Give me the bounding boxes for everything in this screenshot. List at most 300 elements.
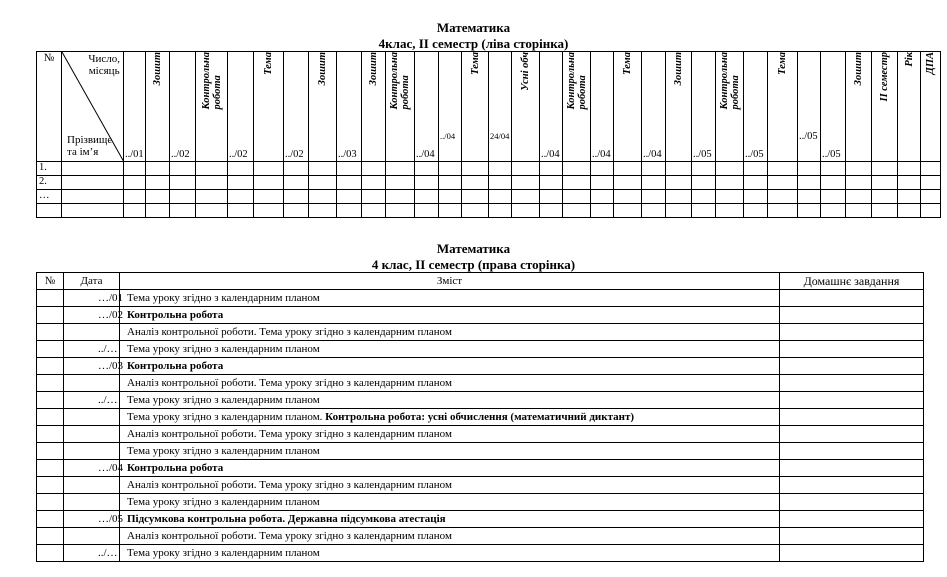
left-col-date-2 [170,52,196,162]
left-table-row [37,204,941,218]
left-cell [254,176,284,190]
left-cell [337,162,362,176]
right-table-row [37,307,924,324]
left-cell [921,190,941,204]
left-cell [563,176,591,190]
left-col-date-14 [489,52,512,162]
left-cell [196,162,228,176]
left-cell [744,204,768,218]
left-cell [146,190,170,204]
left-col-date-label: ../01 [125,149,144,160]
left-cell [512,176,540,190]
right-table-row [37,324,924,341]
row-date [64,409,120,426]
left-cell [284,204,309,218]
row-content [120,528,780,545]
right-table-row [37,392,924,409]
left-cell [196,204,228,218]
row-num [37,494,64,511]
row-date: …/02 [64,307,120,324]
left-row-number: 1. [37,162,62,176]
left-col-label: Контрольна робота [718,52,741,110]
left-cell [563,190,591,204]
left-cell [692,204,716,218]
left-col-header-17 [563,52,591,162]
left-col-date-label: ../05 [745,149,764,160]
left-num-header: № [37,52,62,162]
row-content [120,443,780,460]
left-col-label: Рік [903,52,915,67]
left-title-line2: 4клас, ІІ семестр (ліва сторінка) [378,36,569,51]
left-cell [666,162,692,176]
row-content [120,426,780,443]
left-cell [768,176,798,190]
left-diagonal-header [62,52,124,162]
left-cell [798,190,821,204]
left-cell [642,176,666,190]
left-cell [254,190,284,204]
left-col-date-0 [124,52,146,162]
row-num [37,324,64,341]
left-col-date-label: 24/04 [490,131,510,141]
left-col-date-6 [284,52,309,162]
date-header-label: Число, місяць [88,53,120,77]
left-cell [170,204,196,218]
row-num [37,426,64,443]
row-date: …/03 [64,358,120,375]
content-plain: Тема уроку згідно з календарним планом [127,292,320,304]
left-col-date-label: ../04 [440,131,456,141]
left-col-label: Зошит [853,52,864,86]
left-col-label: Зошит [152,52,163,86]
left-cell [591,204,614,218]
left-cell [768,190,798,204]
row-content [120,511,780,528]
left-cell [642,190,666,204]
row-homework [780,307,924,324]
row-num [37,460,64,477]
left-cell [512,204,540,218]
left-col-header-13 [462,52,489,162]
left-col-date-label: ../03 [338,149,357,160]
right-table-row [37,528,924,545]
left-cell [124,190,146,204]
content-plain: Аналіз контрольної роботи. Тема уроку згідно з календарним планом [127,428,452,440]
right-title-line2: 4 клас, ІІ семестр (права сторінка) [371,257,576,272]
row-homework [780,341,924,358]
left-cell [254,162,284,176]
row-homework [780,477,924,494]
left-cell [439,176,462,190]
left-col-label: Контрольна робота [565,52,588,110]
row-num [37,392,64,409]
row-num [37,341,64,358]
left-cell [284,190,309,204]
left-cell [284,162,309,176]
left-cell [337,176,362,190]
left-cell [744,162,768,176]
content-plain: Аналіз контрольної роботи. Тема уроку згідно з календарним планом [127,326,452,338]
row-content [120,307,780,324]
left-cell [666,204,692,218]
row-content [120,477,780,494]
left-col-date-16 [540,52,563,162]
left-cell [362,190,386,204]
left-cell [337,190,362,204]
left-col-label: Зошит [368,52,379,86]
right-table-row [37,375,924,392]
right-table-row [37,545,924,562]
left-cell [228,176,254,190]
date-header: Дата [64,273,120,290]
left-cell [439,190,462,204]
left-cell [921,162,941,176]
left-cell [228,162,254,176]
row-homework [780,409,924,426]
row-homework [780,426,924,443]
left-cell [196,190,228,204]
left-col-date-26 [798,52,821,162]
content-plain: Аналіз контрольної роботи. Тема уроку згідно з календарним планом [127,377,452,389]
row-homework [780,494,924,511]
left-cell [716,176,744,190]
left-cell [228,204,254,218]
left-cell [563,162,591,176]
left-title-line1: Математика [436,20,511,35]
left-cell [439,162,462,176]
row-date: ../… [64,341,120,358]
row-content [120,375,780,392]
left-cell [462,204,489,218]
left-cell [846,190,872,204]
left-col-date-11 [415,52,439,162]
left-cell [591,162,614,176]
left-cell [846,162,872,176]
left-col-label: ДПА [925,52,936,75]
left-table-row [37,190,941,204]
row-date: …/01 [64,290,120,307]
left-cell [489,176,512,190]
left-col-date-27 [821,52,846,162]
left-cell [872,204,898,218]
left-cell [309,176,337,190]
row-num [37,477,64,494]
left-col-date-4 [228,52,254,162]
row-date [64,324,120,341]
left-cell [614,204,642,218]
left-cell [228,190,254,204]
left-table-row [37,162,941,176]
left-cell [821,176,846,190]
left-cell [309,162,337,176]
left-cell [386,190,415,204]
left-table-row [37,176,941,190]
left-col-label: ІІ семестр [879,52,890,102]
right-table-row [37,358,924,375]
left-cell [439,204,462,218]
row-homework [780,443,924,460]
left-cell [821,162,846,176]
left-cell [170,176,196,190]
content-plain: Тема уроку згідно з календарним планом. [127,411,326,423]
content-plain: Аналіз контрольної роботи. Тема уроку згідно з календарним планом [127,530,452,542]
content-plain: Тема уроку згідно з календарним планом [127,496,320,508]
content-bold: Контрольна робота [127,360,224,372]
left-col-date-label: ../02 [285,149,304,160]
left-cell [898,204,921,218]
left-cell [386,162,415,176]
left-cell [462,190,489,204]
left-cell [540,176,563,190]
row-num [37,443,64,460]
left-cell [716,190,744,204]
row-date: …/04 [64,460,120,477]
left-cell [124,176,146,190]
row-num [37,307,64,324]
left-cell [744,190,768,204]
left-cell [462,176,489,190]
row-content [120,494,780,511]
left-cell [309,190,337,204]
left-cell [872,176,898,190]
homework-header: Домашнє завдання [780,273,924,290]
left-cell [666,176,692,190]
right-table-row [37,341,924,358]
left-cell [462,162,489,176]
row-date [64,477,120,494]
right-table-row [37,511,924,528]
left-col-label: Зошит [317,52,328,86]
left-cell [415,162,439,176]
left-cell [415,190,439,204]
left-cell [415,176,439,190]
left-cell [768,162,798,176]
right-table-row [37,409,924,426]
content-plain: Тема уроку згідно з календарним планом [127,343,320,355]
row-content [120,341,780,358]
left-cell [415,204,439,218]
left-cell [309,204,337,218]
content-bold: Контрольна робота [127,309,224,321]
left-col-header-23 [716,52,744,162]
left-cell [821,204,846,218]
left-cell [768,204,798,218]
row-content [120,290,780,307]
left-cell [798,162,821,176]
left-cell [872,190,898,204]
row-num [37,528,64,545]
left-col-header-29 [872,52,898,162]
row-content [120,545,780,562]
left-cell [489,190,512,204]
left-cell [716,162,744,176]
left-cell [898,162,921,176]
left-col-date-label: ../02 [171,149,190,160]
content-plain: Тема уроку згідно з календарним планом [127,394,320,406]
left-col-header-15 [512,52,540,162]
num-header: № [37,273,64,290]
left-col-header-30 [898,52,921,162]
left-cell [798,204,821,218]
row-date [64,443,120,460]
right-table-row [37,426,924,443]
right-table-row [37,460,924,477]
row-homework [780,545,924,562]
left-col-label: Зошит [673,52,684,86]
row-homework [780,290,924,307]
left-cell [62,190,124,204]
left-cell [512,190,540,204]
left-cell [591,176,614,190]
left-cell [692,190,716,204]
left-cell [563,204,591,218]
row-date [64,426,120,443]
left-col-date-label: ../05 [822,149,841,160]
row-content [120,324,780,341]
row-date [64,528,120,545]
row-homework [780,511,924,528]
left-col-label: Тема [622,52,633,75]
right-table-row [37,477,924,494]
left-col-date-12 [439,52,462,162]
row-homework [780,358,924,375]
left-col-label: Тема [263,52,274,75]
left-col-date-22 [692,52,716,162]
left-cell [898,176,921,190]
left-col-header-3 [196,52,228,162]
left-col-header-31 [921,52,941,162]
row-num [37,511,64,528]
left-cell [921,176,941,190]
left-cell [692,176,716,190]
left-cell [62,162,124,176]
left-cell [692,162,716,176]
left-col-header-9 [362,52,386,162]
right-title-line1: Математика [436,241,511,256]
left-cell [337,204,362,218]
left-cell [821,190,846,204]
left-cell [362,162,386,176]
left-cell [898,190,921,204]
row-homework [780,375,924,392]
left-cell [146,204,170,218]
left-col-label: Контрольна робота [389,52,411,110]
left-cell [62,204,124,218]
left-row-number [37,204,62,218]
left-cell [642,204,666,218]
left-col-header-21 [666,52,692,162]
content-plain: Тема уроку згідно з календарним планом [127,445,320,457]
left-col-date-18 [591,52,614,162]
left-col-header-19 [614,52,642,162]
left-cell [540,162,563,176]
left-cell [872,162,898,176]
left-col-date-24 [744,52,768,162]
row-num [37,375,64,392]
left-col-date-label: ../04 [541,149,560,160]
left-col-header-10 [386,52,415,162]
row-content [120,409,780,426]
left-cell [846,176,872,190]
row-content [120,358,780,375]
content-bold: Підсумкова контрольна робота. Державна підсумкова атестація [127,513,446,525]
left-row-number: … [37,190,62,204]
name-header-label: Прізвище та ім’я [67,134,113,158]
left-cell [716,204,744,218]
left-cell [196,176,228,190]
left-col-header-7 [309,52,337,162]
row-homework [780,528,924,545]
row-num [37,545,64,562]
left-col-header-25 [768,52,798,162]
left-col-date-label: ../02 [229,149,248,160]
row-content [120,460,780,477]
content-bold: Контрольна робота [127,462,224,474]
content-plain: Аналіз контрольної роботи. Тема уроку згідно з календарним планом [127,479,452,491]
left-col-date-8 [337,52,362,162]
right-table-row [37,290,924,307]
left-cell [489,204,512,218]
left-cell [254,204,284,218]
left-cell [512,162,540,176]
left-cell [284,176,309,190]
left-cell [614,190,642,204]
left-cell [489,162,512,176]
left-cell [170,162,196,176]
left-cell [642,162,666,176]
right-header-row [37,273,924,290]
left-cell [362,204,386,218]
left-col-date-label: ../04 [416,149,435,160]
left-cell [921,204,941,218]
left-col-label: Контрольна робота [200,52,223,110]
left-cell [614,162,642,176]
row-num [37,358,64,375]
right-table-row [37,494,924,511]
content-bold: Контрольна робота: усні обчислення (математичний диктант) [325,411,635,423]
left-col-label: Усні обч [520,52,531,91]
left-col-date-20 [642,52,666,162]
left-cell [124,204,146,218]
left-col-date-label: ../05 [693,149,712,160]
right-page-table [36,272,924,562]
left-cell [846,204,872,218]
row-num [37,290,64,307]
content-header: Зміст [120,273,780,290]
left-cell [591,190,614,204]
left-page-table [36,51,941,218]
left-col-date-label: ../05 [799,131,818,142]
left-header-row [37,52,941,162]
left-col-date-label: ../04 [643,149,662,160]
content-plain: Тема уроку згідно з календарним планом [127,547,320,559]
row-content [120,392,780,409]
row-homework [780,392,924,409]
left-cell [146,162,170,176]
left-col-header-28 [846,52,872,162]
left-cell [540,204,563,218]
row-date [64,375,120,392]
left-cell [666,190,692,204]
right-table-row [37,443,924,460]
left-cell [124,162,146,176]
left-cell [62,176,124,190]
row-date: ../… [64,392,120,409]
row-date: …/05 [64,511,120,528]
left-cell [540,190,563,204]
left-cell [386,204,415,218]
left-cell [614,176,642,190]
